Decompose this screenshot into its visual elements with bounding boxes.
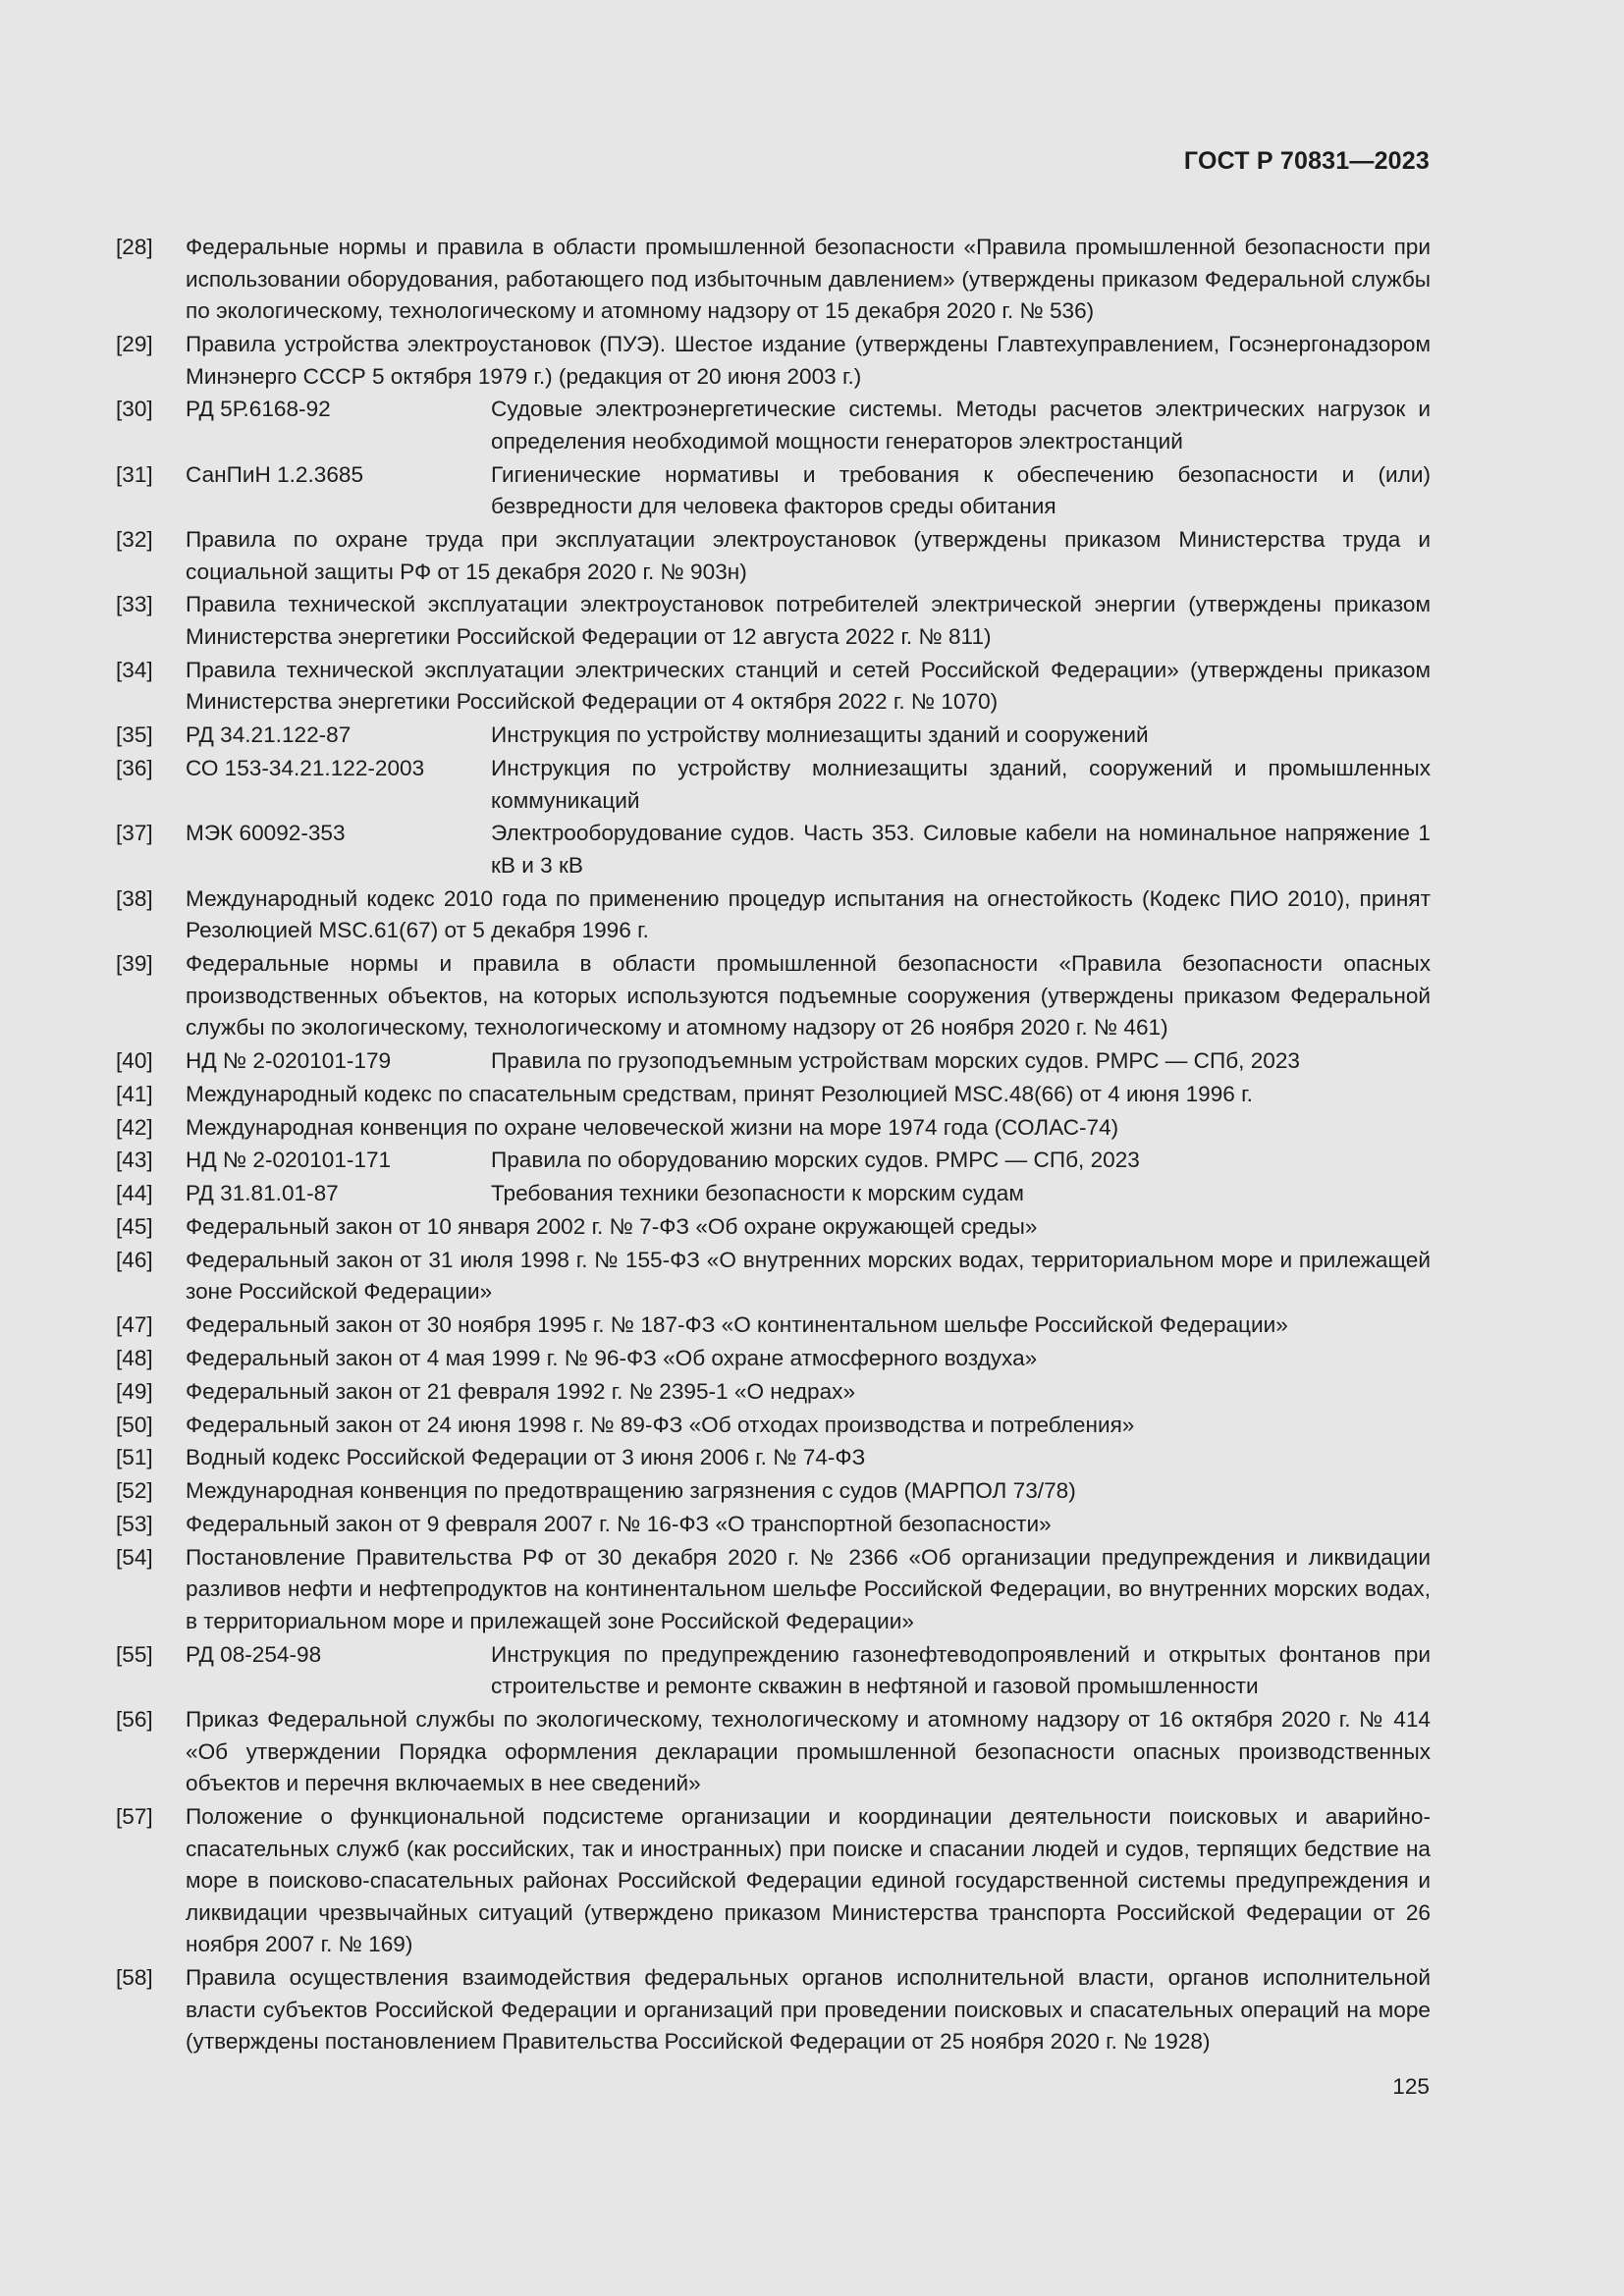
reference-text: Федеральные нормы и правила в области промышленной безопасности «Правила безопасности опасных производственных объектов, на которых используются подъемные сооружения (утверждены приказом Федеральной службы по экологическому, технологическому и атомному надзору от 26 ноября 2020 г. № 461) (186, 951, 1431, 1041)
document-id-header: ГОСТ Р 70831—2023 (1183, 147, 1430, 175)
reference-code: СанПиН 1.2.3685 (186, 461, 364, 487)
reference-item (116, 753, 1431, 817)
reference-text: Правила по охране труда при эксплуатации электроустановок (утверждены приказом Министерства труда и социальной защиты РФ от 15 декабря 2020 г. № 903н) (186, 527, 1431, 584)
reference-title: Требования техники безопасности к морским судам (491, 1181, 1024, 1206)
reference-number: [55] (116, 1641, 153, 1667)
reference-text: Международная конвенция по предотвращению загрязнения с судов (МАРПОЛ 73/78) (186, 1478, 1076, 1504)
reference-item (116, 1045, 1431, 1078)
reference-number: [48] (116, 1345, 153, 1370)
reference-code: РД 31.81.01-87 (186, 1181, 339, 1206)
reference-item (116, 1178, 1431, 1210)
reference-text: Правила устройства электроустановок (ПУЭ). Шестое издание (утверждены Главтехуправлением, Госэнергонадзором Минэнерго СССР 5 октября 1979 г.) (редакция от 20 июня 2003 г.) (186, 331, 1431, 389)
reference-number: [36] (116, 756, 153, 780)
reference-item (116, 459, 1431, 523)
reference-code: РД 34.21.122-87 (186, 722, 352, 748)
reference-number: [53] (116, 1511, 153, 1536)
reference-number: [58] (116, 1965, 153, 1991)
reference-item (116, 1211, 1431, 1244)
reference-item (116, 589, 1431, 653)
reference-number: [52] (116, 1478, 153, 1504)
reference-item (116, 1639, 1431, 1703)
reference-number: [47] (116, 1312, 153, 1338)
reference-item (116, 883, 1431, 947)
reference-item (116, 394, 1431, 457)
reference-title: Инструкция по устройству молниезащиты зданий, сооружений и промышленных коммуникаций (491, 756, 1431, 813)
reference-code: МЭК 60092-353 (186, 821, 346, 846)
reference-item (116, 1542, 1431, 1638)
reference-item (116, 1410, 1431, 1442)
reference-item (116, 524, 1431, 588)
reference-number: [29] (116, 331, 153, 356)
reference-code: СО 153-34.21.122-2003 (186, 756, 425, 780)
reference-item (116, 1343, 1431, 1375)
reference-item (116, 1962, 1431, 2058)
reference-number: [57] (116, 1803, 153, 1829)
reference-item (116, 1442, 1431, 1474)
reference-number: [34] (116, 657, 153, 682)
reference-item (116, 1245, 1431, 1308)
reference-item (116, 329, 1431, 393)
reference-item (116, 720, 1431, 752)
reference-text: Положение о функциональной подсистеме организации и координации деятельности поисковых и аварийно-спасательных служб (как российских, так и иностранных) при поиске и спасании людей и судов, терпящих бедствие на море в поисково-спасательных районах Российской Федерации единой государственной системы предупреждения и ликвидации чрезвычайных ситуаций (утверждено приказом Министерства транспорта Российской Федерации от 26 ноября 2007 г. № 169) (186, 1803, 1431, 1957)
reference-number: [46] (116, 1247, 153, 1272)
reference-item (116, 1475, 1431, 1508)
reference-text: Правила технической эксплуатации электроустановок потребителей электрической энергии (утверждены приказом Министерства энергетики Российской Федерации от 12 августа 2022 г. № 811) (186, 592, 1431, 650)
reference-text: Федеральные нормы и правила в области промышленной безопасности «Правила промышленной безопасности при использовании оборудования, работающего под избыточным давлением» (утверждены приказом Федеральной службы по экологическому, технологическому и атомному надзору от 15 декабря 2020 г. № 536) (186, 235, 1431, 324)
reference-number: [37] (116, 821, 153, 846)
reference-number: [56] (116, 1706, 153, 1732)
reference-text: Правила технической эксплуатации электрических станций и сетей Российской Федерации» (утверждены приказом Министерства энергетики Российской Федерации от 4 октября 2022 г. № 1070) (186, 657, 1431, 715)
reference-number: [33] (116, 592, 153, 617)
reference-text: Федеральный закон от 31 июля 1998 г. № 155-ФЗ «О внутренних морских водах, территориальном море и прилежащей зоне Российской Федерации» (186, 1247, 1431, 1305)
reference-item (116, 1376, 1431, 1409)
bibliography-list (116, 232, 1431, 2059)
reference-title: Электрооборудование судов. Часть 353. Силовые кабели на номинальное напряжение 1 кВ и 3 кВ (491, 821, 1431, 878)
reference-item (116, 1145, 1431, 1177)
reference-number: [32] (116, 527, 153, 553)
reference-number: [40] (116, 1048, 153, 1074)
reference-number: [45] (116, 1214, 153, 1239)
reference-item (116, 655, 1431, 719)
reference-item (116, 232, 1431, 328)
reference-text: Водный кодекс Российской Федерации от 3 июня 2006 г. № 74-ФЗ (186, 1445, 866, 1470)
reference-text: Федеральный закон от 9 февраля 2007 г. № 16-ФЗ «О транспортной безопасности» (186, 1511, 1052, 1536)
reference-number: [51] (116, 1445, 153, 1470)
reference-text: Федеральный закон от 21 февраля 1992 г. № 2395-1 «О недрах» (186, 1378, 856, 1404)
reference-text: Постановление Правительства РФ от 30 декабря 2020 г. № 2366 «Об организации предупреждения и ликвидации разливов нефти и нефтепродуктов на континентальном шельфе Российской Федерации, во внутренних морских водах, в территориальном море и прилежащей зоне Российской Федерации» (186, 1544, 1431, 1633)
reference-code: НД № 2-020101-171 (186, 1148, 392, 1173)
reference-number: [44] (116, 1181, 153, 1206)
reference-code: НД № 2-020101-179 (186, 1048, 392, 1074)
reference-number: [35] (116, 722, 153, 748)
reference-code: РД 5Р.6168-92 (186, 397, 331, 422)
reference-number: [49] (116, 1378, 153, 1404)
reference-text: Федеральный закон от 10 января 2002 г. № 7-ФЗ «Об охране окружающей среды» (186, 1214, 1038, 1239)
reference-text: Приказ Федеральной службы по экологическому, технологическому и атомному надзору от 16 октября 2020 г. № 414 «Об утверждении Порядка оформления декларации промышленной безопасности опасных производственных объектов и перечня включаемых в нее сведений» (186, 1706, 1431, 1796)
reference-item (116, 1309, 1431, 1342)
reference-number: [41] (116, 1081, 153, 1106)
reference-number: [42] (116, 1114, 153, 1140)
page-number: 125 (1392, 2074, 1430, 2099)
reference-title: Правила по оборудованию морских судов. РМРС — СПб, 2023 (491, 1148, 1140, 1173)
reference-number: [38] (116, 885, 153, 911)
reference-text: Международный кодекс по спасательным средствам, принят Резолюцией MSC.48(66) от 4 июня 1996 г. (186, 1081, 1253, 1106)
reference-text: Федеральный закон от 4 мая 1999 г. № 96-ФЗ «Об охране атмосферного воздуха» (186, 1345, 1038, 1370)
reference-number: [30] (116, 397, 153, 422)
reference-title: Инструкция по устройству молниезащиты зданий и сооружений (491, 722, 1149, 748)
reference-item (116, 1509, 1431, 1541)
reference-title: Гигиенические нормативы и требования к обеспечению безопасности и (или) безвредности для человека факторов среды обитания (491, 461, 1431, 519)
reference-number: [54] (116, 1544, 153, 1570)
reference-title: Правила по грузоподъемным устройствам морских судов. РМРС — СПб, 2023 (491, 1048, 1300, 1074)
reference-number: [50] (116, 1412, 153, 1437)
reference-number: [28] (116, 235, 153, 259)
reference-text: Федеральный закон от 24 июня 1998 г. № 89-ФЗ «Об отходах производства и потребления» (186, 1412, 1135, 1437)
reference-number: [39] (116, 951, 153, 977)
reference-title: Судовые электроэнергетические системы. Методы расчетов электрических нагрузок и определения необходимой мощности генераторов электростанций (491, 397, 1431, 454)
reference-number: [31] (116, 461, 153, 487)
reference-item (116, 1079, 1431, 1111)
reference-text: Международный кодекс 2010 года по применению процедур испытания на огнестойкость (Кодекс ПИО 2010), принят Резолюцией MSC.61(67) от 5 декабря 1996 г. (186, 885, 1431, 943)
reference-title: Инструкция по предупреждению газонефтеводопроявлений и открытых фонтанов при строительстве и ремонте скважин в нефтяной и газовой промышленности (491, 1641, 1431, 1699)
reference-item (116, 1801, 1431, 1961)
reference-text: Федеральный закон от 30 ноября 1995 г. № 187-ФЗ «О континентальном шельфе Российской Федерации» (186, 1312, 1288, 1338)
reference-item (116, 1112, 1431, 1145)
reference-text: Международная конвенция по охране человеческой жизни на море 1974 года (СОЛАС-74) (186, 1114, 1119, 1140)
reference-item (116, 1704, 1431, 1800)
reference-number: [43] (116, 1148, 153, 1173)
reference-item (116, 818, 1431, 881)
reference-code: РД 08-254-98 (186, 1641, 322, 1667)
reference-item (116, 948, 1431, 1044)
reference-text: Правила осуществления взаимодействия федеральных органов исполнительной власти, органов исполнительной власти субъектов Российской Федерации и организаций при проведении поисковых и спасательных операций на море (утверждены постановлением Правительства Российской Федерации от 25 ноября 2020 г. № 1928) (186, 1965, 1431, 2055)
